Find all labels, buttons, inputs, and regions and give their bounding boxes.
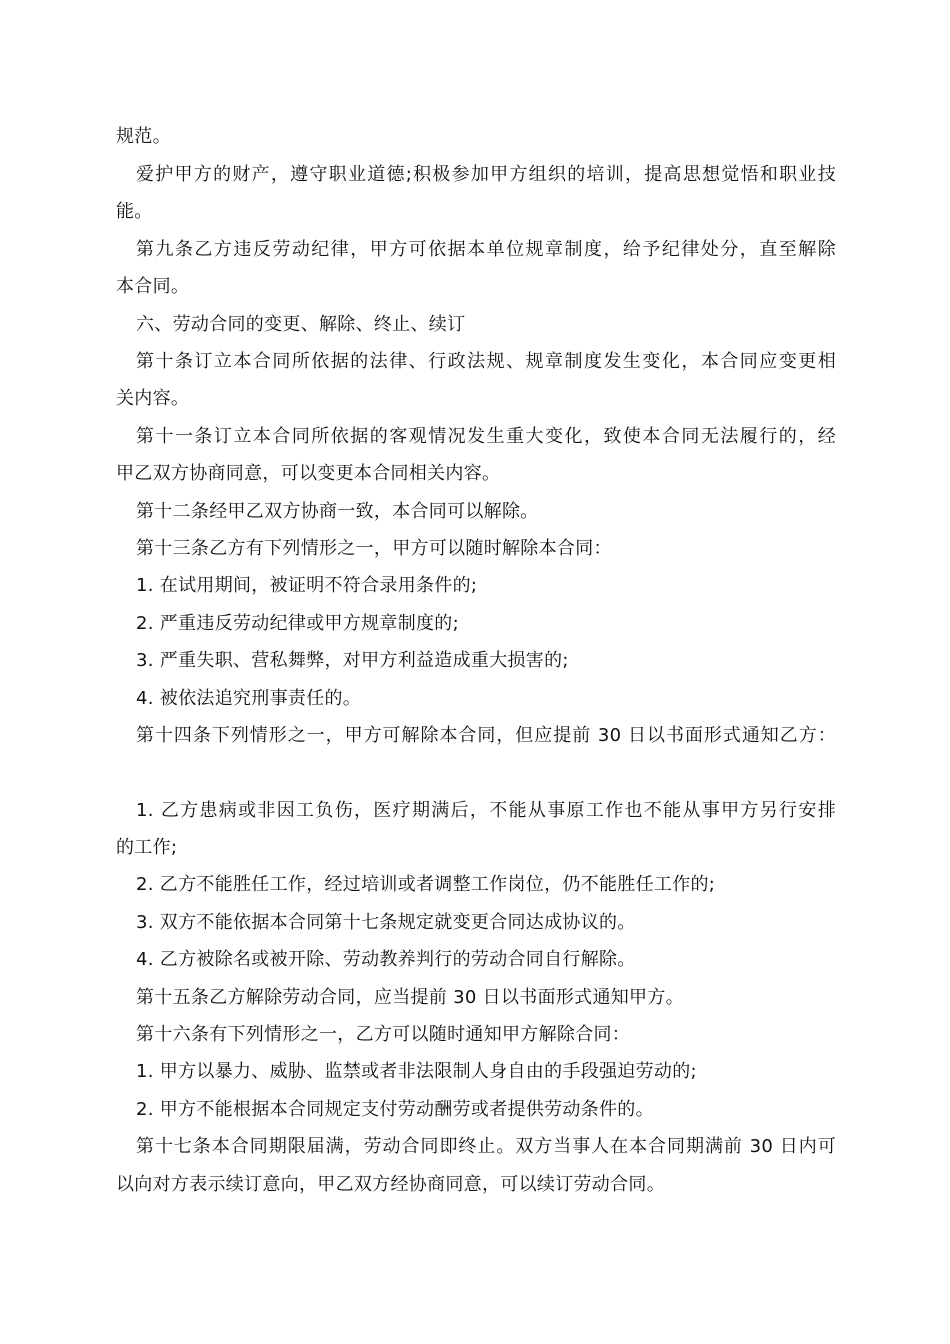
- text-line: 第十七条本合同期限届满，劳动合同即终止。双方当事人在本合同期满前 30 日内可: [136, 1136, 836, 1157]
- section-heading: 六、劳动合同的变更、解除、终止、续订: [136, 314, 466, 335]
- text-line: 第十条订立本合同所依据的法律、行政法规、规章制度发生变化，本合同应变更相: [136, 351, 836, 372]
- list-item: 1. 乙方患病或非因工负伤，医疗期满后，不能从事原工作也不能从事甲方另行安排: [136, 800, 836, 821]
- list-item: 1. 甲方以暴力、威胁、监禁或者非法限制人身自由的手段强迫劳动的;: [136, 1061, 697, 1082]
- text-line: 第十一条订立本合同所依据的客观情况发生重大变化，致使本合同无法履行的，经: [136, 426, 836, 447]
- list-item: 1. 在试用期间，被证明不符合录用条件的;: [136, 575, 478, 596]
- list-item: 4. 乙方被除名或被开除、劳动教养判行的劳动合同自行解除。: [136, 949, 636, 970]
- list-item: 3. 双方不能依据本合同第十七条规定就变更合同达成协议的。: [136, 912, 636, 933]
- list-item: 4. 被依法追究刑事责任的。: [136, 688, 362, 709]
- list-item: 2. 严重违反劳动纪律或甲方规章制度的;: [136, 613, 459, 634]
- list-item: 2. 甲方不能根据本合同规定支付劳动酬劳或者提供劳动条件的。: [136, 1099, 654, 1120]
- text-line: 的工作;: [116, 837, 178, 858]
- text-line: 第十三条乙方有下列情形之一，甲方可以随时解除本合同：: [136, 538, 612, 559]
- list-item: 2. 乙方不能胜任工作，经过培训或者调整工作岗位，仍不能胜任工作的;: [136, 874, 716, 895]
- text-line: 爱护甲方的财产，遵守职业道德;积极参加甲方组织的培训，提高思想觉悟和职业技: [136, 164, 836, 185]
- text-line: 甲乙双方协商同意，可以变更本合同相关内容。: [116, 463, 501, 484]
- text-line: 规范。: [116, 126, 171, 147]
- text-line: 能。: [116, 201, 153, 222]
- text-line: 第九条乙方违反劳动纪律，甲方可依据本单位规章制度，给予纪律处分，直至解除: [136, 239, 836, 260]
- text-line: 第十四条下列情形之一，甲方可解除本合同，但应提前 30 日以书面形式通知乙方：: [136, 725, 836, 746]
- list-item: 3. 严重失职、营私舞弊，对甲方利益造成重大损害的;: [136, 650, 569, 671]
- text-line: 第十五条乙方解除劳动合同，应当提前 30 日以书面形式通知甲方。: [136, 987, 684, 1008]
- text-line: 本合同。: [116, 276, 190, 297]
- text-line: 第十二条经甲乙双方协商一致，本合同可以解除。: [136, 501, 539, 522]
- text-line: 以向对方表示续订意向，甲乙双方经协商同意，可以续订劳动合同。: [116, 1174, 665, 1195]
- text-line: 第十六条有下列情形之一，乙方可以随时通知甲方解除合同：: [136, 1024, 631, 1045]
- text-line: 关内容。: [116, 388, 190, 409]
